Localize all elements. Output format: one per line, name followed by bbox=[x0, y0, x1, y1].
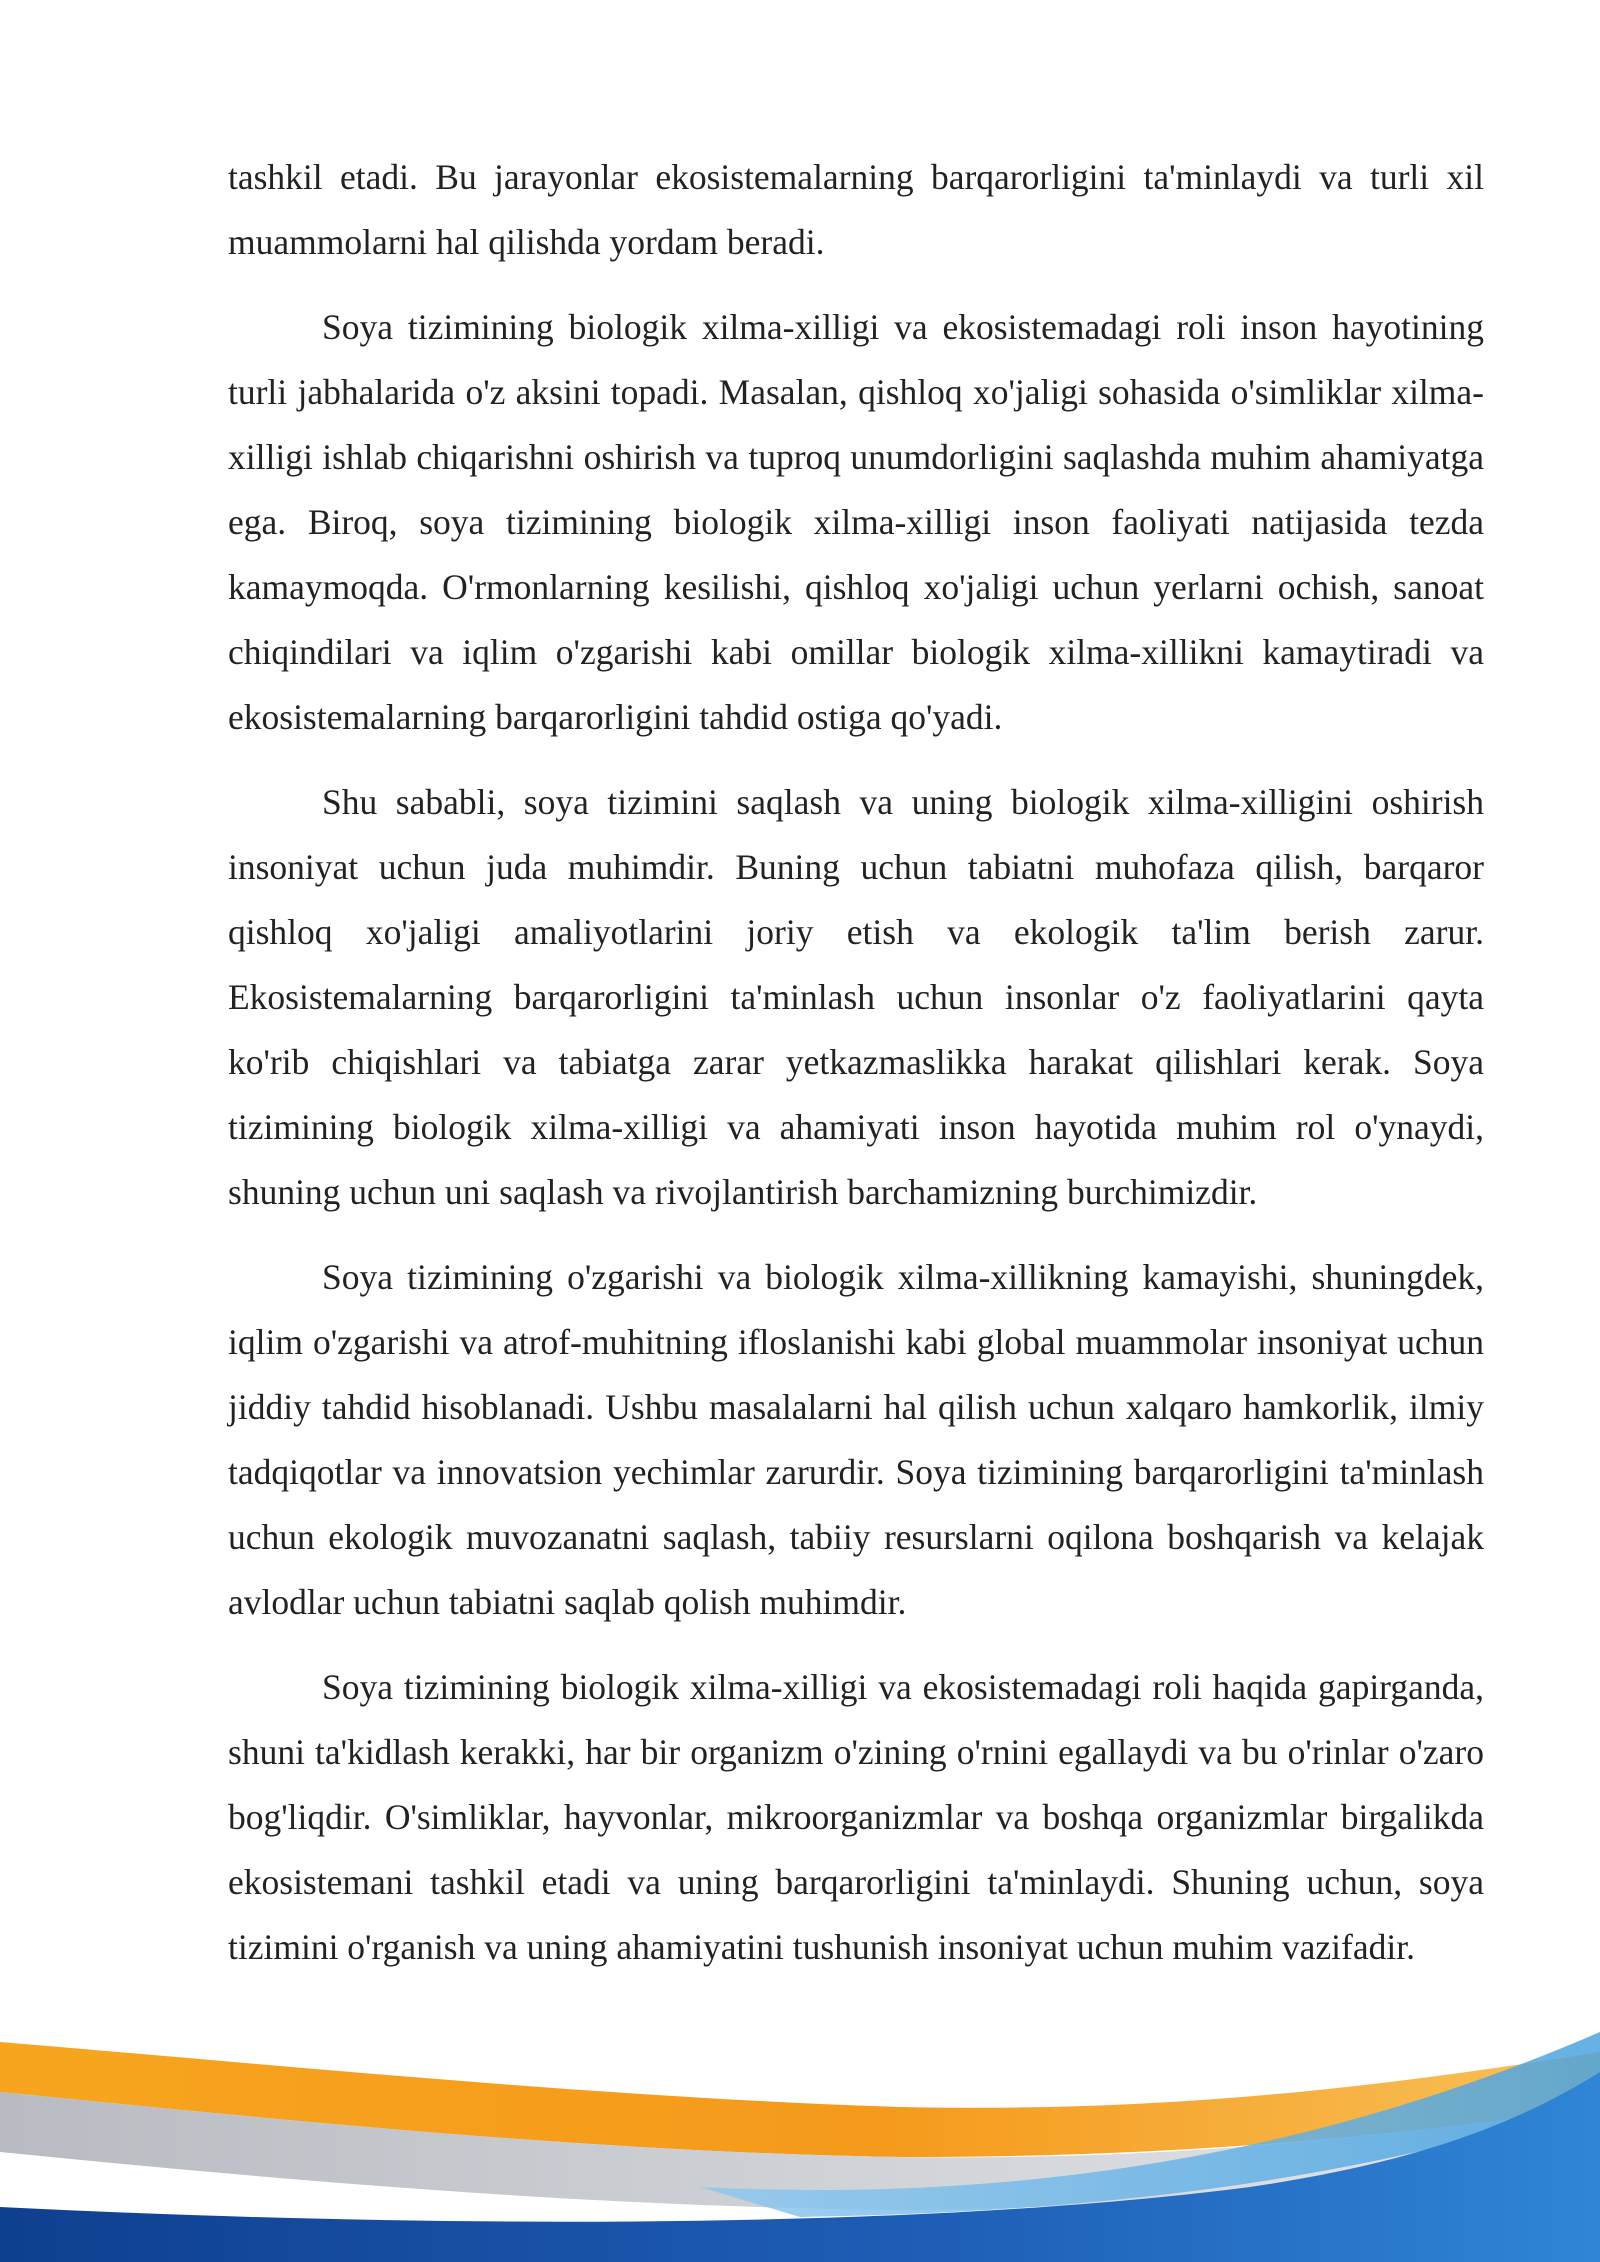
paragraph-4: Soya tizimining o'zgarishi va biologik xilma-xillikning kamayishi, shuningdek, iqlim o'zgarishi va atrof-muhitning ifloslanishi kabi global muammolar insoniyat uchun jiddiy tahdid hisoblanadi. Ushbu masalalarni hal qilish uchun xalqaro hamkorlik, ilmiy tadqiqotlar va innovatsion yechimlar zarurdir. Soya tizimining barqarorligini ta'minlash uchun ekologik muvozanatni saqlash, tabiiy resurslarni oqilona boshqarish va kelajak avlodlar uchun tabiatni saqlab qolish muhimdir. bbox=[228, 1257, 1484, 1622]
footer-wave-decoration bbox=[0, 2012, 1600, 2262]
paragraph-3: Shu sababli, soya tizimini saqlash va uning biologik xilma-xilligini oshirish insoniyat uchun juda muhimdir. Buning uchun tabiatni muhofaza qilish, barqaror qishloq xo'jaligi amaliyotlarini joriy etish va ekologik ta'lim berish zarur. Ekosistemalarning barqarorligini ta'minlash uchun insonlar o'z faoliyatlarini qayta ko'rib chiqishlari va tabiatga zarar yetkazmaslikka harakat qilishlari kerak. Soya tizimining biologik xilma-xilligi va ahamiyati inson hayotida muhim rol o'ynaydi, shuning uchun uni saqlash va rivojlantirish barchamizning burchimizdir. bbox=[228, 782, 1484, 1212]
paragraph-2: Soya tizimining biologik xilma-xilligi va ekosistemadagi roli inson hayotining turli jabhalarida o'z aksini topadi. Masalan, qishloq xo'jaligi sohasida o'simliklar xilma-xilligi ishlab chiqarishni oshirish va tuproq unumdorligini saqlashda muhim ahamiyatga ega. Biroq, soya tizimining biologik xilma-xilligi inson faoliyati natijasida tezda kamaymoqda. O'rmonlarning kesilishi, qishloq xo'jaligi uchun yerlarni ochish, sanoat chiqindilari va iqlim o'zgarishi kabi omillar biologik xilma-xillikni kamaytiradi va ekosistemalarning barqarorligini tahdid ostiga qo'yadi. bbox=[228, 307, 1484, 737]
paragraph-5: Soya tizimining biologik xilma-xilligi va ekosistemadagi roli haqida gapirganda, shuni ta'kidlash kerakki, har bir organizm o'zining o'rnini egallaydi va bu o'rinlar o'zaro bog'liqdir. O'simliklar, hayvonlar, mikroorganizmlar va boshqa organizmlar birgalikda ekosistemani tashkil etadi va uning barqarorligini ta'minlaydi. Shuning uchun, soya tizimini o'rganish va uning ahamiyatini tushunish insoniyat uchun muhim vazifadir. bbox=[228, 1667, 1484, 1967]
document-body bbox=[228, 145, 1484, 2000]
paragraph-1: tashkil etadi. Bu jarayonlar ekosistemalarning barqarorligini ta'minlaydi va turli xil muammolarni hal qilishda yordam beradi. bbox=[228, 157, 1484, 262]
